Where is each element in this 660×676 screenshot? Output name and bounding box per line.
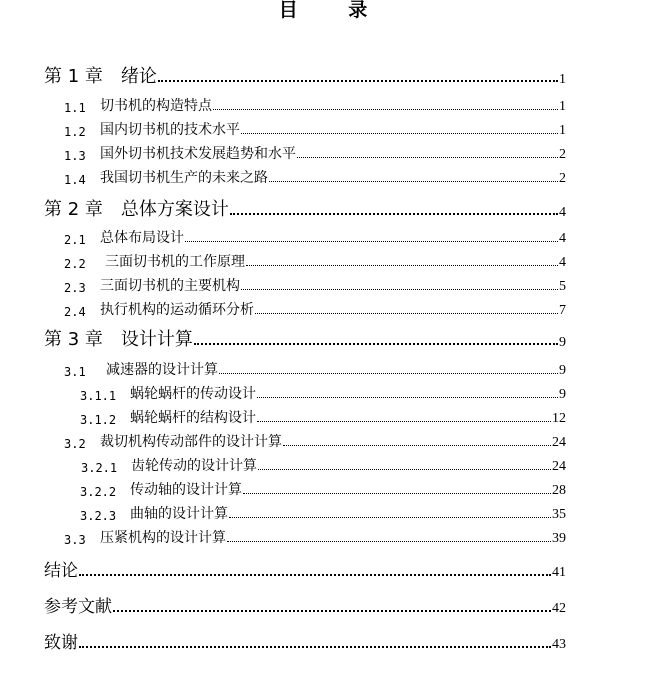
entry-label: 结论 (44, 561, 78, 581)
dot-leader (230, 213, 558, 215)
dot-leader (79, 574, 551, 576)
toc-entry-3-1-2[interactable] (80, 405, 566, 427)
page-number: 9 (559, 335, 566, 350)
page-number: 1 (559, 72, 566, 87)
section-number: 3.2.3 (80, 509, 117, 523)
dot-leader (243, 493, 551, 494)
page-number: 2 (559, 171, 566, 186)
entry-label: 执行机构的运动循环分析 (100, 302, 254, 318)
dot-leader (158, 80, 558, 82)
dot-leader (113, 610, 551, 612)
page-number: 9 (559, 363, 566, 378)
entry-label: 总体布局设计 (100, 230, 184, 246)
dot-leader (257, 421, 551, 422)
entry-label: 绪论 (120, 66, 157, 87)
entry-label: 蜗轮蜗杆的结构设计 (130, 410, 256, 426)
page-number: 1 (559, 99, 566, 114)
entry-label: 国外切书机技术发展趋势和水平 (100, 146, 296, 162)
section-number: 1.1 (64, 101, 86, 115)
entry-label: 设计计算 (120, 329, 193, 350)
page-number: 5 (559, 279, 566, 294)
dot-leader (227, 541, 551, 542)
toc-entry-chapter-2[interactable] (44, 199, 566, 221)
toc-entry-1-1[interactable] (64, 93, 566, 115)
section-number: 1.4 (64, 173, 86, 187)
page-number: 9 (559, 387, 566, 402)
section-number: 2.4 (64, 305, 86, 319)
toc-entry-2-1[interactable] (64, 225, 566, 247)
dot-leader (185, 241, 558, 242)
toc-entry-3-2-3[interactable] (80, 501, 566, 523)
toc-entry-3-3[interactable] (64, 525, 566, 547)
toc-entry-1-2[interactable] (64, 117, 566, 139)
page-number: 24 (552, 459, 566, 474)
page-number: 35 (552, 507, 566, 522)
dot-leader (257, 397, 558, 398)
chapter-number: 第 2 章 (44, 199, 103, 220)
dot-leader (269, 181, 558, 182)
page-number: 42 (552, 601, 566, 616)
page-number: 41 (552, 565, 566, 580)
page-number: 43 (552, 637, 566, 652)
dot-leader (241, 133, 558, 134)
page-number: 39 (552, 531, 566, 546)
toc-entry-3-2[interactable] (64, 429, 566, 451)
page-number: 4 (559, 231, 566, 246)
section-number: 3.2.2 (80, 485, 117, 499)
dot-leader (213, 109, 558, 110)
page-number: 7 (559, 303, 566, 318)
page-number: 4 (559, 205, 566, 220)
section-number: 3.2.1 (81, 461, 118, 475)
toc-entry-acknowledgements[interactable] (44, 631, 566, 653)
toc-entry-2-4[interactable] (64, 297, 566, 319)
section-number: 2.1 (64, 233, 86, 247)
entry-label: 国内切书机的技术水平 (100, 122, 240, 138)
dot-leader (283, 445, 551, 446)
section-number: 1.3 (64, 149, 86, 163)
entry-label: 压紧机构的设计计算 (100, 530, 226, 546)
toc-entry-2-3[interactable] (64, 273, 566, 295)
dot-leader (79, 646, 551, 648)
toc-entry-3-1-1[interactable] (80, 381, 566, 403)
page-number: 1 (559, 123, 566, 138)
dot-leader (297, 157, 558, 158)
entry-label: 传动轴的设计计算 (130, 482, 242, 498)
entry-label: 我国切书机生产的未来之路 (100, 170, 268, 186)
toc-entry-references[interactable] (44, 595, 566, 617)
section-number: 3.1.2 (80, 413, 117, 427)
page-number: 12 (552, 411, 566, 426)
section-number: 2.3 (64, 281, 86, 295)
dot-leader (229, 517, 551, 518)
section-number: 3.2 (64, 437, 86, 451)
dot-leader (241, 289, 558, 290)
entry-label: 三面切书机的工作原理 (105, 254, 245, 270)
entry-label: 切书机的构造特点 (100, 98, 212, 114)
entry-label: 三面切书机的主要机构 (100, 278, 240, 294)
chapter-number: 第 1 章 (44, 66, 103, 87)
section-number: 1.2 (64, 125, 86, 139)
page-number: 24 (552, 435, 566, 450)
toc-entry-3-2-1[interactable] (81, 453, 566, 475)
dot-leader (194, 343, 558, 345)
toc-entry-1-4[interactable] (64, 165, 566, 187)
dot-leader (258, 469, 551, 470)
toc-entry-chapter-3[interactable] (44, 329, 566, 351)
page-number: 2 (559, 147, 566, 162)
entry-label: 致谢 (44, 633, 78, 653)
entry-label: 齿轮传动的设计计算 (131, 458, 257, 474)
toc-entry-3-2-2[interactable] (80, 477, 566, 499)
page-number: 28 (552, 483, 566, 498)
toc-entry-conclusion[interactable] (44, 559, 566, 581)
entry-label: 减速器的设计计算 (106, 362, 218, 378)
toc-entry-3-1[interactable] (64, 357, 566, 379)
chapter-number: 第 3 章 (44, 329, 103, 350)
entry-label: 蜗轮蜗杆的传动设计 (130, 386, 256, 402)
dot-leader (255, 313, 558, 314)
section-number: 3.3 (64, 533, 86, 547)
page-number: 4 (559, 255, 566, 270)
section-number: 2.2 (64, 257, 86, 271)
entry-label: 裁切机构传动部件的设计计算 (100, 434, 282, 450)
section-number: 3.1 (64, 365, 86, 379)
entry-label: 总体方案设计 (120, 199, 229, 220)
entry-label: 曲轴的设计计算 (130, 506, 228, 522)
toc-entry-2-2[interactable] (64, 249, 566, 271)
toc-title: 目 录 (278, 0, 390, 21)
entry-label: 参考文献 (44, 597, 112, 617)
dot-leader (246, 265, 558, 266)
toc-entry-chapter-1[interactable] (44, 66, 566, 88)
dot-leader (219, 373, 558, 374)
section-number: 3.1.1 (80, 389, 117, 403)
toc-entry-1-3[interactable] (64, 141, 566, 163)
